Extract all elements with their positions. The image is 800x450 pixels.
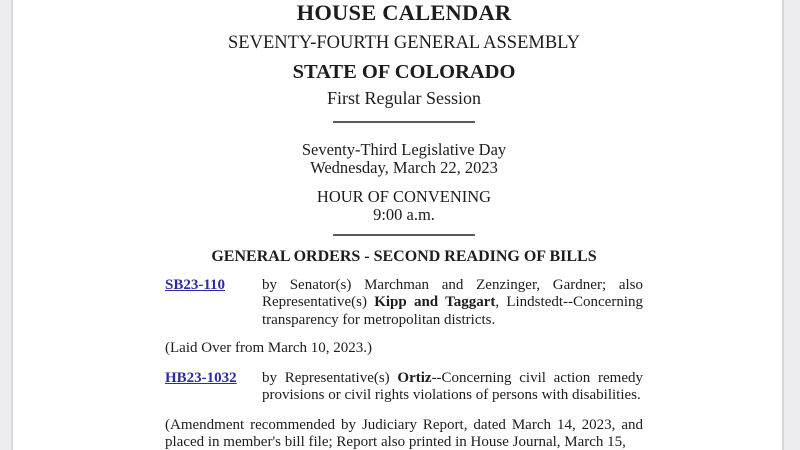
text-line (165, 434, 643, 450)
amendment-note (165, 417, 643, 450)
text-segment: , Lindstedt--Concerning (495, 294, 643, 311)
divider-rule (333, 234, 475, 236)
convening-time: 9:00 a.m. (373, 204, 435, 224)
bill-link-sb23-110[interactable]: SB23-110 (165, 277, 226, 293)
bill-entry-sb23-110 (165, 277, 643, 329)
text-segment: provisions or civil rights violations of persons with disabilities. (262, 387, 641, 404)
convening-heading: HOUR OF CONVENING (316, 187, 492, 206)
text-line (262, 370, 643, 387)
convening-block (165, 188, 643, 223)
session-heading: First Regular Session (326, 88, 481, 108)
page-title: HOUSE CALENDAR (296, 0, 512, 25)
state-heading: STATE OF COLORADO (292, 61, 516, 83)
legislative-day: Seventy-Third Legislative Day (301, 140, 507, 159)
text-segment: --Concerning civil action remedy (431, 370, 643, 386)
text-line (262, 294, 643, 311)
divider-rule (333, 121, 475, 123)
text-segment: (Laid Over from March 10, 2023.) (165, 340, 373, 356)
text-line (165, 417, 643, 434)
bill-text (262, 277, 643, 329)
page-content (165, 0, 643, 450)
sponsor-names-bold: Ortiz (397, 370, 432, 386)
session-date: Wednesday, March 22, 2023 (310, 157, 498, 177)
text-segment: Representative(s) (262, 294, 375, 311)
text-line (262, 387, 643, 404)
text-segment: by Representative(s) (262, 370, 398, 386)
bill-entry-hb23-1032 (165, 370, 643, 405)
text-segment: placed in member's bill file; Report also printed in House Journal, March 15, (165, 434, 626, 450)
text-segment: by Senator(s) Marchman and Zenzinger, Gardner; also (262, 277, 643, 293)
legislative-day-block (165, 141, 643, 176)
document-page (11, 0, 784, 450)
text-line (262, 277, 643, 294)
section-heading: GENERAL ORDERS - SECOND READING OF BILLS (211, 248, 597, 265)
sponsor-names-bold: Kipp and Taggart (374, 294, 496, 311)
bill-text (262, 370, 643, 405)
laid-over-note (165, 340, 643, 357)
assembly-heading: SEVENTY-FOURTH GENERAL ASSEMBLY (228, 33, 580, 53)
text-line (262, 312, 643, 329)
bill-link-hb23-1032[interactable]: HB23-1032 (165, 370, 237, 386)
text-segment: transparency for metropolitan districts. (262, 311, 496, 328)
text-segment: (Amendment recommended by Judiciary Report, dated March 14, 2023, and (165, 417, 643, 433)
